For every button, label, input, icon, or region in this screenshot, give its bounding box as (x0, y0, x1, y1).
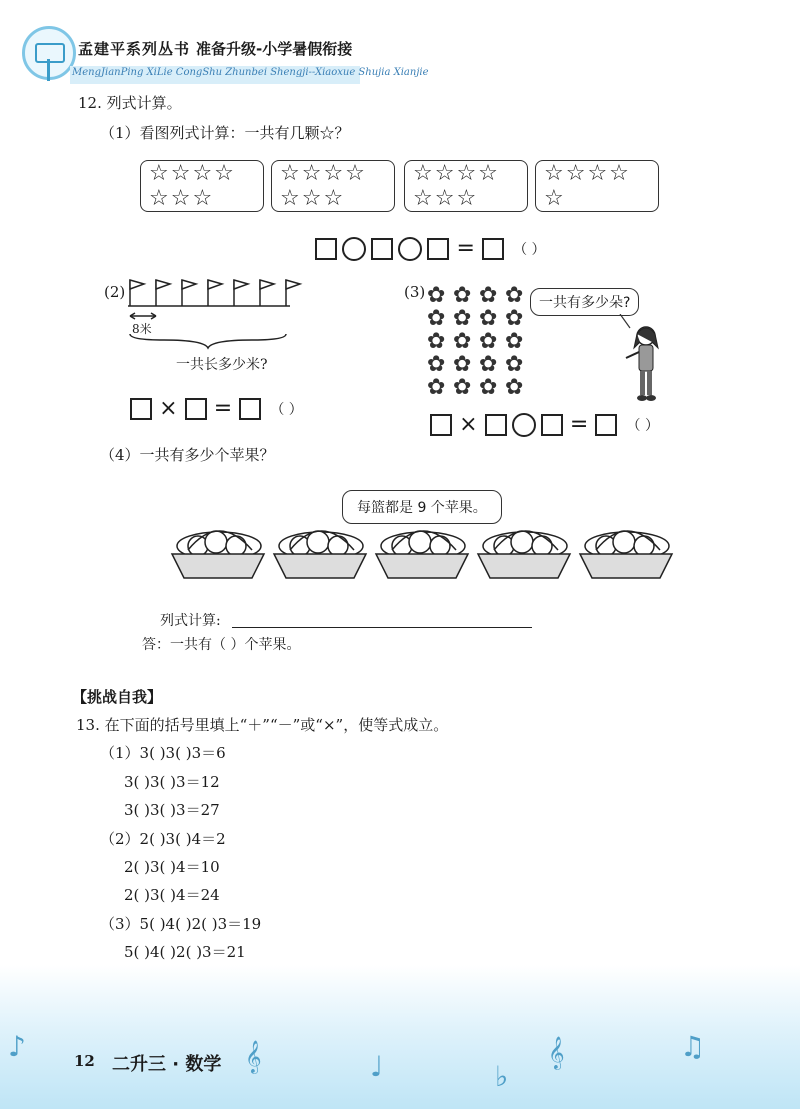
q13-line[interactable]: （2）2( )3( )4＝2 (100, 830, 226, 848)
flower-icon: ✿ (453, 329, 472, 354)
q13-line[interactable]: 2( )3( )4＝10 (124, 858, 220, 876)
equals-sign: = (456, 236, 475, 261)
calc-label: 列式计算: (160, 613, 221, 629)
flat-icon: ♭ (495, 1060, 509, 1093)
star-row: ☆☆☆ (149, 186, 215, 211)
flower-icon: ✿ (479, 375, 498, 400)
flower-icon: ✿ (427, 283, 446, 308)
star-row: ☆☆☆☆ (149, 161, 236, 186)
music-note-icon: ♪ (8, 1030, 26, 1063)
q13-line[interactable]: （1）3( )3( )3＝6 (100, 744, 226, 762)
music-note-icon: ♩ (370, 1050, 384, 1083)
star-box-2 (271, 160, 395, 212)
music-note-icon: ♫ (680, 1030, 706, 1063)
part2-label: (2) (104, 283, 126, 301)
part2-question: 一共长多少米? (176, 357, 268, 373)
star-row: ☆☆☆ (413, 186, 479, 211)
answer-box[interactable] (427, 238, 449, 260)
flower-icon: ✿ (505, 329, 524, 354)
answer-box[interactable] (315, 238, 337, 260)
flower-icon: ✿ (505, 375, 524, 400)
flower-icon: ✿ (505, 352, 524, 377)
part1-expression (315, 236, 546, 261)
flower-icon: ✿ (453, 283, 472, 308)
series-logo (22, 26, 76, 80)
star-box-4 (535, 160, 659, 212)
part3-label: (3) (404, 283, 426, 301)
calc-answer-line[interactable] (232, 627, 532, 628)
q12-title: 12. 列式计算。 (78, 94, 182, 112)
flower-icon: ✿ (453, 352, 472, 377)
star-row: ☆☆☆☆ (544, 161, 631, 186)
series-name: 孟建平系列丛书 (78, 40, 191, 58)
answer-box[interactable] (130, 398, 152, 420)
operator-circle[interactable] (342, 237, 366, 261)
q12-part1-label: （1）看图列式计算：一共有几颗☆？ (100, 124, 350, 142)
part3-speech-bubble: 一共有多少朵? (530, 288, 639, 316)
flower-icon: ✿ (427, 329, 446, 354)
treble-clef-icon: 𝄞 (245, 1040, 262, 1073)
star-row: ☆ (544, 186, 566, 211)
part4-label: （4）一共有多少个苹果？ (100, 446, 275, 464)
q13-title: 13. 在下面的括号里填上“＋”“－”或“×”，使等式成立。 (76, 716, 449, 734)
flower-icon: ✿ (453, 306, 472, 331)
girl-illustration (616, 314, 666, 410)
flower-icon: ✿ (479, 283, 498, 308)
part2-expression (130, 396, 303, 421)
flower-icon: ✿ (505, 306, 524, 331)
grade-subject: 二升三 · 数学 (112, 1054, 222, 1075)
flower-icon: ✿ (505, 283, 524, 308)
star-row: ☆☆☆☆ (413, 161, 500, 186)
q13-line[interactable]: 5( )4( )2( )3＝21 (124, 943, 246, 961)
answer-box[interactable] (185, 398, 207, 420)
answer-box[interactable] (541, 414, 563, 436)
star-row: ☆☆☆☆ (280, 161, 367, 186)
flower-icon: ✿ (453, 375, 472, 400)
apple-baskets (164, 520, 674, 584)
answer-sentence: 答：一共有（ ）个苹果。 (142, 637, 301, 653)
part4-speech-bubble: 每篮都是 9 个苹果。 (342, 490, 502, 524)
answer-box[interactable] (485, 414, 507, 436)
book-title: 准备升级-小学暑假衔接 (196, 40, 353, 58)
header-pinyin: MengJianPing XiLie CongShu Zhunbei Shengji--Xiaoxue Shujia Xianjie (72, 67, 429, 78)
flower-icon: ✿ (427, 306, 446, 331)
unit-paren[interactable]: （ ） (626, 417, 659, 434)
flower-icon: ✿ (479, 352, 498, 377)
star-box-1 (140, 160, 264, 212)
times-sign: × (459, 412, 478, 437)
part3-expression (430, 412, 659, 437)
star-box-3 (404, 160, 528, 212)
answer-box[interactable] (430, 414, 452, 436)
flower-icon: ✿ (427, 375, 446, 400)
q13-line[interactable]: （3）5( )4( )2( )3＝19 (100, 915, 262, 933)
challenge-heading: 【挑战自我】 (72, 688, 163, 706)
unit-paren[interactable]: （ ） (270, 401, 303, 418)
treble-clef-icon: 𝄞 (548, 1036, 565, 1069)
flower-icon: ✿ (479, 306, 498, 331)
q13-line[interactable]: 3( )3( )3＝12 (124, 773, 220, 791)
q13-line[interactable]: 2( )3( )4＝24 (124, 886, 220, 904)
flags-diagram (124, 276, 304, 356)
times-sign: × (159, 396, 178, 421)
flower-icon: ✿ (479, 329, 498, 354)
answer-box[interactable] (482, 238, 504, 260)
operator-circle[interactable] (398, 237, 422, 261)
answer-box[interactable] (371, 238, 393, 260)
equals-sign: = (569, 412, 589, 437)
operator-circle[interactable] (512, 413, 536, 437)
answer-box[interactable] (239, 398, 261, 420)
segment-label: 8米 (132, 322, 152, 336)
q13-line[interactable]: 3( )3( )3＝27 (124, 801, 220, 819)
unit-paren[interactable]: （ ） (513, 241, 546, 258)
flower-icon: ✿ (427, 352, 446, 377)
equals-sign: = (213, 396, 233, 421)
star-row: ☆☆☆ (280, 186, 346, 211)
page-number: 12 (74, 1052, 95, 1070)
answer-box[interactable] (595, 414, 617, 436)
